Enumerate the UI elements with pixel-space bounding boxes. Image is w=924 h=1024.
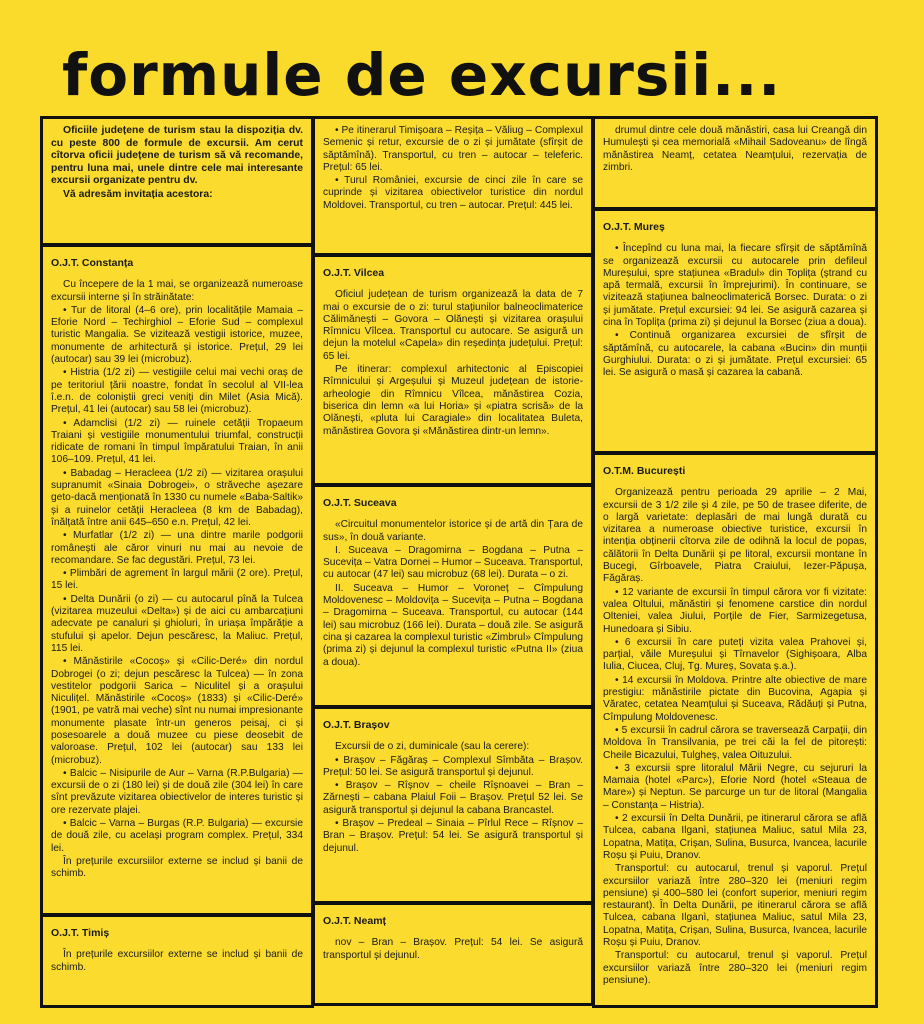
paragraph: • Delta Dunării (o zi) — cu autocarul pînă la Tulcea (vizitarea muzeului «Delta») și de aici cu ambarcațiuni adecvate pe canaluri și ghioluri, în uriașa împărăție a stufului și apelor. Dejun pescăresc, la Maliuc. Prețul, 115 lei. bbox=[51, 593, 303, 654]
paragraph: • Tur de litoral (4–6 ore), prin localitățile Mamaia – Eforie Nord – Techirghiol – Eforie Sud – complexul turistic Mangalia. Se vizitează vestigii istorice, muzee, monumente de arhitectură și istorice. Prețul, 29 lei (autocar) sau 39 lei (microbuz). bbox=[51, 304, 303, 366]
paragraph: • Brașov – Predeal – Sinaia – Pîrlul Rece – Rîșnov – Bran – Brașov. Prețul: 54 lei. Se asigură transportul și dejunul. bbox=[323, 818, 583, 854]
paragraph: II. Suceava – Humor – Voroneț – Cîmpulung Moldovenesc – Moldovița – Sucevița – Putna – Bogdana – Dragomirna – Suceava. Transportul, cu autocar (144 lei) sau microbuz (166 lei). Durata – două zile. Se asigură cina și cazarea la complexul turistic «Zimbrul» Cîmpulung (prima zi) și dejunul la complexul turistic «Putna II» (ziua a doua). bbox=[323, 582, 583, 668]
paragraph: Cu începere de la 1 mai, se organizează numeroase excursii interne și în străinătate: bbox=[51, 279, 303, 303]
paragraph: Oficiul județean de turism organizează la data de 7 mai o excursie de o zi: turul stațiunilor balneoclimaterice Călimănești – Govora – Olănești și vizitarea orașului Rîmnicu Vîlcea. Transportul cu autocare. Se asigură un dejun la motelul «Capela» din reședința județului. Prețul: 65 lei. bbox=[323, 289, 583, 362]
paragraph: Vă adresăm invitația acestora: bbox=[63, 188, 213, 200]
paragraph: • 2 excursii în Delta Dunării, pe itinerarul cărora se află Tulcea, cabana Ilganì, stațiunea Maliuc, satul Mila 23, Lopatna, Matița, Crișan, Sulina, Busurca, Ivancea, lacurile Roșu și Puiu, Dranov. bbox=[603, 813, 867, 861]
section-heading: O.J.T. Constanța bbox=[51, 257, 134, 269]
section-body bbox=[51, 949, 303, 974]
section-timis-cont bbox=[312, 116, 594, 256]
paragraph: • Babadag – Heracleea (1/2 zi) — vizitarea orașului supranumit «Sinaia Dobrogei», o străveche așezare geto-dacă menționată în 1330 cu numele «Baba-Saltik» și a ruinelor cetății Heracleea (8 km de Babadag), înălțată între anii 645–650 e.n. Prețul, 42 lei. bbox=[51, 467, 303, 528]
paragraph: • 14 excursii în Moldova. Printre alte obiective de mare prestigiu: mănăstirile pictate din Bucovina, Agapia și Văratec, cetatea Neamțului și Suceava, Rădăuți și Putna, Cîmpulung Moldovenesc. bbox=[603, 674, 867, 723]
paragraph: Organizează pentru perioada 29 aprilie – 2 Mai, excursii de 3 1/2 zile și 4 zile, pe 50 de trasee diferite, de o largă varietate: deplasări de mai lungă durată cu vizitarea a numeroase obiective turistice, excursii în intenția obținerii cîtorva zile de odihnă la locul de popas, călătorii în Delta Dunării și pe litoral, excursii montane în Bucegi, Gîrboavele, Piatra Craiului, Iezer-Păpușa, Făgăraș. bbox=[603, 487, 867, 585]
paragraph: • Începînd cu luna mai, la fiecare sfîrșit de săptămînă se organizează excursii cu autocarele prin defileul Mureșului, spre stațiunea «Bradul» din Toplița (ștrand cu apă termală, excursii în împrejurimi). În continuare, se vizitează stațiunea balneoclimaterică Borsec. Durata: o zi și jumătate. Prețul excursiei: 94 lei. Se asigură cazarea și cina în Toplița (prima zi) și dejunul la Borsec (ziua a doua). bbox=[603, 243, 867, 329]
paragraph: • Balcic – Varna – Burgas (R.P. Bulgaria) — excursie de două zile, cu același program complex. Prețul, 334 lei. bbox=[51, 818, 303, 854]
section-heading: O.J.T. Neamț bbox=[323, 915, 387, 927]
section-heading: O.J.T. Timiș bbox=[51, 927, 110, 939]
section-body bbox=[323, 125, 583, 212]
section-bucuresti bbox=[592, 452, 878, 1008]
section-body bbox=[323, 937, 583, 962]
section-constanta bbox=[40, 244, 314, 916]
section-body bbox=[51, 279, 303, 880]
paragraph: Transportul: cu autocarul, trenul și vaporul. Prețul excursiilor variază între 280–320 lei (meniuri regim pensiune). bbox=[603, 950, 867, 986]
paragraph: • Murfatlar (1/2 zi) — una dintre marile podgorii românești ale căror vinuri nu mai au nevoie de recomandare. Se fac degustări. Prețul, 73 lei. bbox=[51, 530, 303, 566]
paragraph: «Circuitul monumentelor istorice și de artă din Țara de sus», în două variante. bbox=[323, 519, 583, 543]
section-body bbox=[323, 741, 583, 855]
section-heading: O.J.T. Vilcea bbox=[323, 267, 385, 279]
paragraph: • 3 excursii spre litoralul Mării Negre, cu sejururi la Mamaia (hotel «Parc»), Eforie Nord (hotel «Steaua de Mare») și Neptun. Se parcurge un tur de litoral (Mangalia – Constanța – Histria). bbox=[603, 762, 867, 811]
section-heading: O.J.T. Mureș bbox=[603, 221, 665, 233]
paragraph: În prețurile excursiilor externe se includ și banii de schimb. bbox=[51, 949, 303, 973]
paragraph: • Mănăstirile «Cocoș» și «Cilic-Deré» din nordul Dobrogei (o zi; dejun pescăresc la Tulcea) — în zona vestitelor podgorii Sarica – Niculitel și a orașului Niculițel. Mănăstirile «Cocoș» (1833) și «Cilic-Deré» (1901, pe vatră mai veche) sînt nu numai impresionante monumente plasate într-un generos peisaj, ci și posesoarele a două muzee cu piese deosebit de valoroase. Prețul, 102 lei (autocar) sau 133 lei (microbuz). bbox=[51, 656, 303, 766]
paragraph: I. Suceava – Dragomirna – Bogdana – Putna – Sucevița – Vatra Dornei – Humor – Suceava. Transportul, cu autocar (47 lei) sau microbuz (68 lei). Durata – o zi. bbox=[323, 544, 583, 581]
section-body bbox=[323, 289, 583, 438]
paragraph: drumul dintre cele două mănăstiri, casa lui Creangă din Humulești și cea memorială «Mihail Sadoveanu» de lîngă mănăstirea Neamț, cetatea Neamțului, rezervația de zimbri. bbox=[603, 125, 867, 173]
paragraph: Oficiile județene de turism stau la dispoziția dv. cu peste 800 de formule de excursii. Am cerut cîtorva oficii județene de turism să vă recomande, pentru luna mai, unele dintre cele mai interesante excursii organizate pentru dv. bbox=[51, 125, 303, 187]
section-body bbox=[603, 243, 867, 379]
paragraph: Transportul: cu autocarul, trenul și vaporul. Prețul excursiilor variază între 280–320 lei (meniuri regim pensiune) și 400–580 lei (confort superior, meniuri regim restaurant). În Delta Dunării, pe itinerarul cărora se află Tulcea, cabana Ilganì, stațiunea Maliuc, satul Mila 23, Lopatna, Matița, Crișan, Sulina, Busurca, Ivancea, lacurile Roșu și Puiu, Dranov. bbox=[603, 863, 867, 948]
paragraph: • Balcic – Nisipurile de Aur – Varna (R.P.Bulgaria) — excursii de o zi (180 lei) și de două zile (304 lei) în care sînt prevăzute vizitarea obiectivelor de interes turistic și ore rezervate plajei. bbox=[51, 767, 303, 816]
paragraph: nov – Bran – Brașov. Prețul: 54 lei. Se asigură transportul și dejunul. bbox=[323, 937, 583, 961]
section-body bbox=[603, 125, 867, 174]
paragraph: • Plimbări de agrement în largul mării (2 ore). Prețul, 15 lei. bbox=[51, 568, 303, 592]
intro-box bbox=[40, 116, 314, 246]
section-heading: O.J.T. Suceava bbox=[323, 497, 397, 509]
section-timis bbox=[40, 914, 314, 1008]
section-mures bbox=[592, 208, 878, 454]
paragraph: • Brașov – Rîșnov – cheile Rîșnoavei – Bran – Zărnești – cabana Plaiul Foii – Brașov. Prețul 52 lei. Se asigură transportul și dejunul la cabana Brancastel. bbox=[323, 780, 583, 816]
section-heading: O.J.T. Brașov bbox=[323, 719, 390, 731]
paragraph: • 12 variante de excursii în timpul cărora vor fi vizitate: valea Oltului, mănăstiri și fenomene carstice din nordul Olteniei, valea Jiului, Porțile de Fier, Sarmizegetusa, Hunedoara și Sibiu. bbox=[603, 586, 867, 635]
section-body bbox=[323, 519, 583, 669]
paragraph: • Pe itinerarul Timișoara – Reșița – Văliug – Complexul Semenic și retur, excursie de o zi și jumătate (sfîrșit de săptămînă). Transportul, cu tren – autocar – teleferic. Prețul: 65 lei. bbox=[323, 125, 583, 173]
paragraph: • 6 excursii în care puteți vizita valea Prahovei și, parțial, văile Mureșului și Tîrnavelor (Sighișoara, Alba Iulia, Ciucea, Cluj, Tg. Mureș, Sovata ș.a.). bbox=[603, 636, 867, 673]
intro-text bbox=[51, 125, 303, 202]
paragraph: În prețurile excursiilor externe se includ și banii de schimb. bbox=[51, 855, 303, 880]
paragraph: • Turul României, excursie de cinci zile în care se cuprinde și vizitarea obiectivelor turistice din nordul Moldovei. Transportul, cu tren – autocar. Prețul: 445 lei. bbox=[323, 175, 583, 211]
section-heading: O.T.M. București bbox=[603, 465, 686, 477]
section-brasov bbox=[312, 706, 594, 904]
paragraph: • Histria (1/2 zi) — vestigiile celui mai vechi oraș de pe teritoriul țării noastre, fondat în secolul al VII-lea î.e.n. de coloniștii greci veniți din Milet (Asia Mică). Prețul, 41 lei (autocar) sau 58 lei (microbuz). bbox=[51, 367, 303, 416]
page-title: formule de excursii... bbox=[62, 41, 782, 109]
section-body bbox=[603, 487, 867, 987]
paragraph: • Continuă organizarea excursiei de sfîrșit de săptămînă, cu autocarele, la cabana «Bucin» din munții Gurghiului. Durata: o zi și jumătate. Prețul excursiei: 65 lei. Se asigură o masă și cazarea la cabană. bbox=[603, 330, 867, 379]
section-neamt-cont bbox=[592, 116, 878, 210]
paragraph: • Adamclisi (1/2 zi) — ruinele cetății Tropaeum Traiani și vestigiile monumentului triumfal, construcții ridicate de romani în timpul împăratului Traian, în anii 106–109. Prețul, 41 lei. bbox=[51, 417, 303, 466]
paragraph: Excursii de o zi, duminicale (sau la cerere): bbox=[335, 741, 530, 753]
paragraph: • 5 excursii în cadrul cărora se traversează Carpații, din Moldova în Transilvania, pe trei căi la fel de pitorești: Cheile Bicazului, Tulgheș, valea Oituzului. bbox=[603, 724, 867, 761]
section-neamt bbox=[312, 902, 594, 1006]
paragraph: • Brașov – Făgăraș – Complexul Sîmbăta – Brașov. Prețul: 50 lei. Se asigură transportul și dejunul. bbox=[323, 754, 583, 778]
section-suceava bbox=[312, 484, 594, 708]
section-vilcea bbox=[312, 254, 594, 486]
paragraph: Pe itinerar: complexul arhitectonic al Episcopiei Rîmnicului și Argeșului și Muzeul județean de istorie-arheologie din Rîmnicu Vîlcea, mănăstirea Cozia, biserica din lemn «a lui Horia» și «piatra scrisă» de la Olănești, «pluta lui Caragiale» din localitatea Buleta, mănăstirea Govora și «Mănăstirea dintr-un lemn». bbox=[323, 364, 583, 437]
